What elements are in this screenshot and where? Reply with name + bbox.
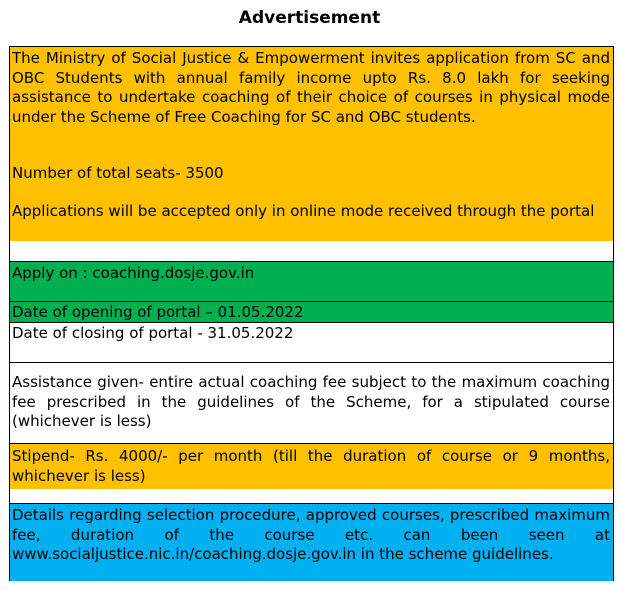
assistance-text-wrap bbox=[10, 373, 613, 432]
stipend-row bbox=[10, 443, 613, 503]
closing-text-wrap bbox=[10, 324, 613, 344]
total-seats-text: Number of total seats- 3500 bbox=[12, 164, 224, 182]
stipend-text-wrap bbox=[10, 447, 613, 486]
apply-text-wrap bbox=[10, 264, 613, 284]
details-text: Details regarding selection procedure, approved courses, prescribed maximum fee, duration of the course etc. can been seen at www.socialjustice.nic.in/coaching.dosje.gov.in in the scheme guidelines. bbox=[12, 506, 610, 564]
details-row bbox=[10, 503, 613, 580]
opening-row bbox=[10, 301, 613, 322]
closing-row bbox=[10, 322, 613, 362]
online-mode-text: Applications will be accepted only in online mode received through the portal bbox=[12, 202, 595, 220]
online-mode-wrap bbox=[10, 202, 613, 222]
apply-text: Apply on : coaching.dosje.gov.in bbox=[12, 264, 255, 282]
assistance-text: Assistance given- entire actual coaching fee subject to the maximum coaching fee prescribed in the guidelines of the Scheme, for a stipulated course (whichever is less) bbox=[12, 373, 610, 431]
opening-text-wrap bbox=[10, 303, 613, 323]
opening-date-text: Date of opening of portal – 01.05.2022 bbox=[12, 303, 304, 321]
page-title: Advertisement bbox=[238, 8, 381, 28]
intro-row bbox=[10, 47, 613, 241]
closing-date-text: Date of closing of portal - 31.05.2022 bbox=[12, 324, 294, 342]
assistance-row bbox=[10, 362, 613, 443]
details-text-wrap bbox=[10, 506, 613, 565]
total-seats-wrap bbox=[10, 164, 613, 184]
stipend-text: Stipend- Rs. 4000/- per month (till the duration of course or 9 months, whichever is less) bbox=[12, 447, 610, 485]
apply-row bbox=[10, 261, 613, 301]
advertisement-table bbox=[9, 46, 614, 581]
intro-paragraph: The Ministry of Social Justice & Empowerment invites application from SC and OBC Students with annual family income upto Rs. 8.0 lakh for seeking assistance to undertake coaching of their choice of courses in physical mode under the Scheme of Free Coaching for SC and OBC students. bbox=[12, 49, 610, 126]
intro-paragraph-wrap bbox=[10, 49, 613, 127]
